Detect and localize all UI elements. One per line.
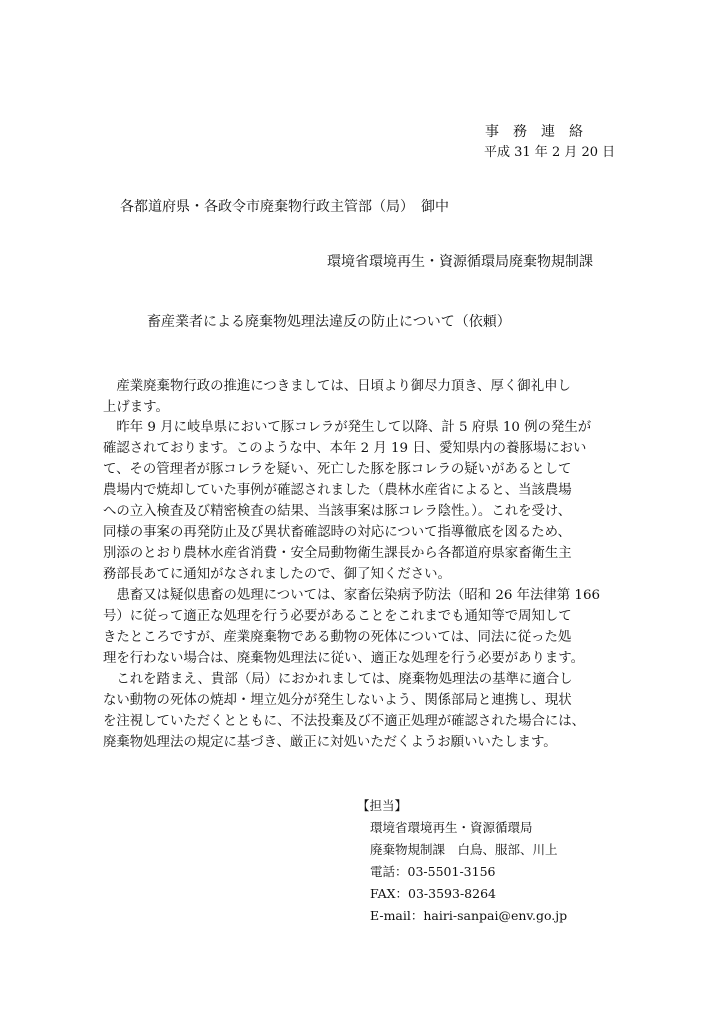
body-line: を注視していただくとともに、不法投棄及び不適正処理が確認された場合には、 [103,714,586,729]
body-line: 務部長あてに通知がなされましたので、御了知ください。 [103,567,451,582]
body-line: 廃棄物処理法の規定に基づき、厳正に対処いただくようお願いいたします。 [103,735,557,750]
body-line: 上げます。 [103,400,169,415]
document-type: 事務連絡 [485,124,597,140]
body-line: 別添のとおり農林水産省消費・安全局動物衛生課長から各都道府県家畜衛生主 [103,546,572,561]
contact-line: 環境省環境再生・資源循環局 [370,820,533,835]
document-date: 平成 31 年 2 月 20 日 [484,145,616,160]
contact-phone: 電話：03-5501-3156 [370,864,496,879]
body-line: 産業廃棄物行政の推進につきましては、日頃より御尽力頂き、厚く御礼申し [103,379,571,394]
body-line: 昨年 9 月に岐阜県において豚コレラが発生して以降、計 5 府県 10 例の発生が [103,420,592,435]
body-line: 号）に従って適正な処理を行う必要があることをこれまでも通知等で周知して [103,609,572,624]
addressee: 各都道府県・各政令市廃棄物行政主管部（局） 御中 [120,199,449,215]
body-line: 理を行わない場合は、廃棄物処理法に従い、適正な処理を行う必要があります。 [103,651,584,666]
contact-fax: FAX：03-3593-8264 [370,886,496,901]
contact-heading: 【担当】 [357,798,408,813]
subject-title: 畜産業者による廃棄物処理法違反の防止について（依頼） [147,314,511,330]
body-line: への立入検査及び精密検査の結果、当該事案は豚コレラ陰性。）。これを受け、 [103,504,572,519]
body-line: 確認されております。このような中、本年 2 月 19 日、愛知県内の養豚場におい [103,441,587,456]
body-line: 患畜又は疑似患畜の処理については、家畜伝染病予防法（昭和 26 年法律第 166 [103,588,600,603]
contact-email: E-mail：hairi-sanpai@env.go.jp [370,908,568,923]
body-line: て、その管理者が豚コレラを疑い、死亡した豚を豚コレラの疑いがあるとして [103,462,572,477]
body-line: これを踏まえ、貴部（局）におかれましては、廃棄物処理法の基準に適合し [103,672,573,687]
body-line: 同様の事案の再発防止及び異状畜確認時の対応について指導徹底を図るため、 [103,525,571,540]
body-line: 農場内で焼却していた事例が確認されました（農林水産省によると、当該農場 [103,483,572,498]
contact-line: 廃棄物規制課 白鳥、服部、川上 [370,842,558,857]
sender: 環境省環境再生・資源循環局廃棄物規制課 [327,254,593,270]
body-line: きたところですが、産業廃棄物である動物の死体については、同法に従った処 [103,630,572,645]
body-line: ない動物の死体の焼却・埋立処分が発生しないよう、関係部局と連携し、現状 [103,693,572,708]
